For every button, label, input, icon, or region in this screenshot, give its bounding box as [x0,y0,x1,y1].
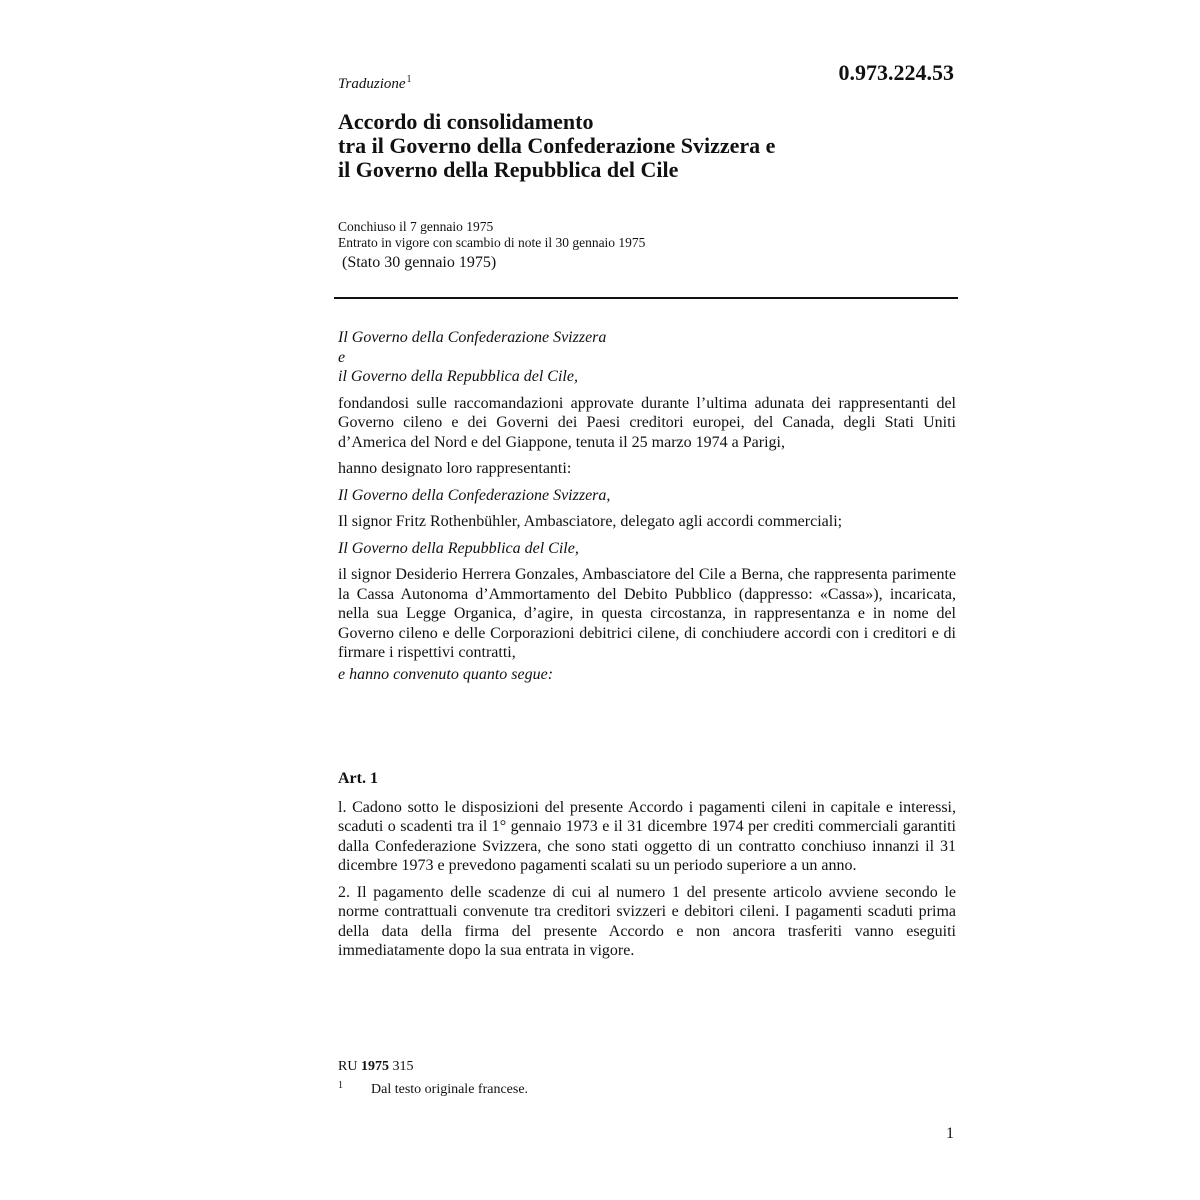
ru-year: 1975 [360,1059,389,1074]
party-2: il Governo della Repubblica del Cile, [338,368,578,385]
title-line-2: tra il Governo della Confederazione Svizzera e [338,133,776,158]
representative-2-government: Il Governo della Repubblica del Cile, [338,539,579,557]
document-title [338,110,958,182]
preamble [338,328,956,691]
representative-2-name: il signor Desiderio Herrera Gonzales, Ambasciatore del Cile a Berna, che rappresenta parimente la Cassa Autonoma d’Ammortamento del Debito Pubblico (dappresso: «Cassa»), incaricata, nella sua Legge Organica, d’agire, in questa circostanza, in rappresentanza e in nome del Governo cileno e delle Corporazioni debitrici cilene, di conchiudere accordi con i creditori e di firmare i rispettivi contratti, [338,566,956,661]
article-1-paragraph-2: 2. Il pagamento delle scadenze di cui al numero 1 del presente articolo avviene secondo le norme contrattuali convenute tra creditori svizzeri e debitori cileni. I pagamenti scaduti prima della data della firma del presente Accordo e non ancora trasferiti vanno eseguiti immediatamente dopo la sua entrata in vigore. [338,883,956,959]
header-divider [334,297,958,299]
recital-paragraph: fondandosi sulle raccomandazioni approvate durante l’ultima adunata dei rappresentanti del Governo cileno e dei Governi dei Paesi creditori europei, del Canada, degli Stati Uniti d’America del Nord e del Giappone, tenuta il 25 marzo 1974 a Parigi, [338,394,956,451]
ru-reference [338,1059,413,1075]
representative-1-government: Il Governo della Confederazione Svizzera, [338,486,611,504]
footnote-text: Dal testo originale francese. [371,1082,529,1097]
ru-prefix: RU [338,1059,358,1074]
title-line-1: Accordo di consolidamento [338,109,594,134]
party-conjunction: e [338,348,346,366]
concluded-date: Conchiuso il 7 gennaio 1975 [338,219,494,234]
agreement-clause: e hanno convenuto quanto segue: [338,665,554,683]
translation-label [338,74,412,93]
party-1: Il Governo della Confederazione Svizzera [338,329,607,346]
designated-paragraph: hanno designato loro rappresentanti: [338,460,572,477]
footnote-reference[interactable]: 1 [406,74,412,85]
page-number: 1 [946,1125,954,1142]
article-1 [338,769,956,968]
footnote-mark: 1 [338,1080,343,1091]
article-1-paragraph-1: l. Cadono sotto le disposizioni del presente Accordo i pagamenti cileni in capitale e interessi, scaduti o scadenti tra il 1° gennaio 1973 e il 31 dicembre 1974 per crediti commerciali garantiti dalla Confederazione Svizzera, che sono stati oggetto di un contratto conchiuso innanzi il 31 dicembre 1973 e prevedono pagamenti scalati su un periodo superiore a un anno. [338,798,956,874]
ru-page: 315 [392,1059,414,1074]
entry-into-force: Entrato in vigore con scambio di note il 30 gennaio 1975 [338,235,646,250]
sr-number: 0.973.224.53 [838,60,954,85]
status-date: (Stato 30 gennaio 1975) [342,254,497,271]
footnote [338,1080,528,1098]
translation-label-text: Traduzione [338,76,406,92]
representative-1-name: Il signor Fritz Rothenbühler, Ambasciatore, delegato agli accordi commerciali; [338,513,843,530]
document-metadata [338,219,645,271]
article-1-heading: Art. 1 [338,770,378,787]
title-line-3: il Governo della Repubblica del Cile [338,157,679,182]
